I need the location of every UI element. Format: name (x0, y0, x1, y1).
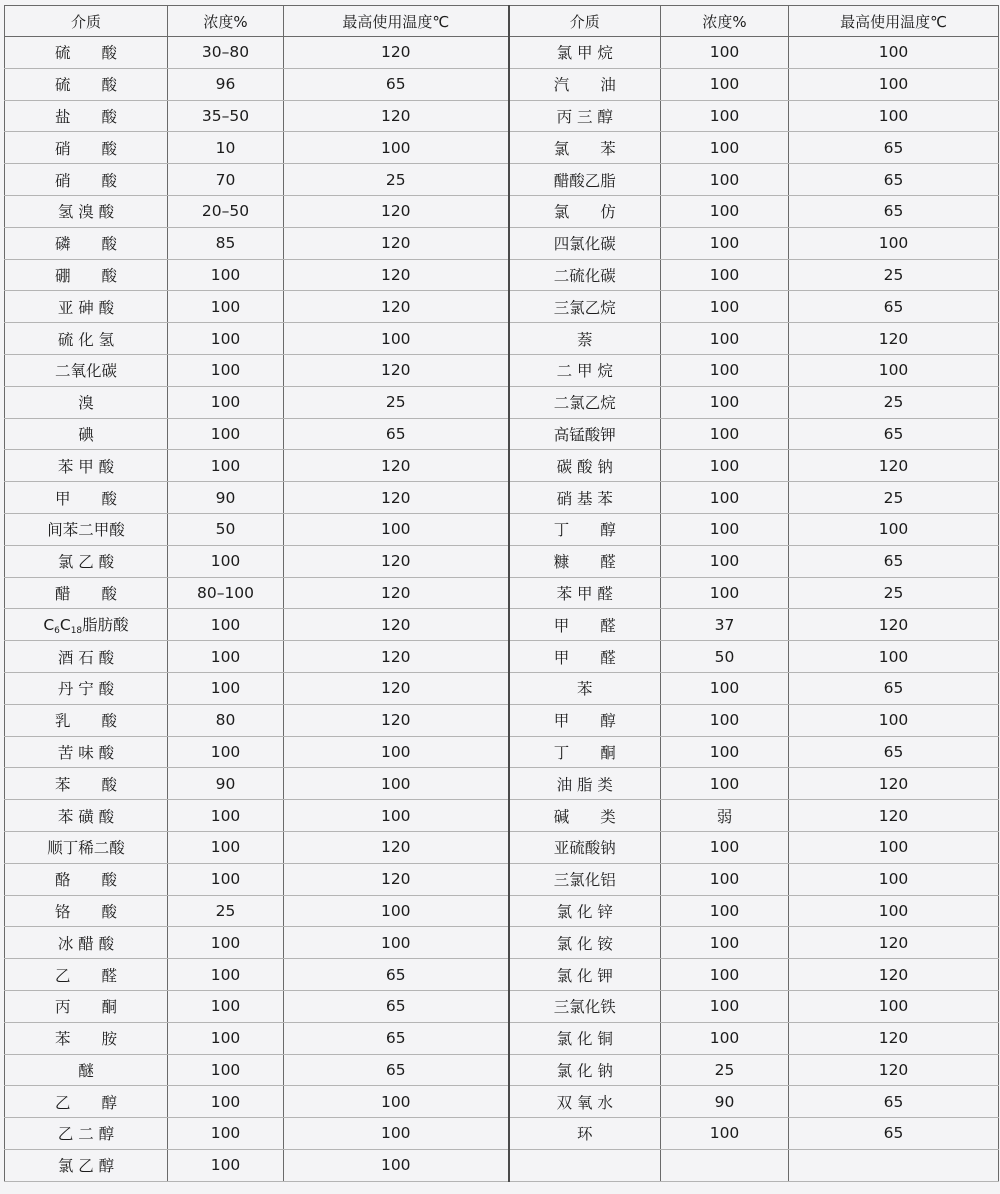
cell-concentration-left: 100 (168, 609, 284, 641)
cell-concentration-right: 100 (661, 450, 789, 482)
cell-medium-left: 硫 化 氢 (5, 323, 168, 355)
cell-medium-right (509, 1149, 661, 1181)
cell-concentration-left: 100 (168, 1118, 284, 1150)
cell-max-temp-left: 100 (284, 132, 509, 164)
cell-medium-right: 氯 甲 烷 (509, 37, 661, 69)
cell-concentration-right: 100 (661, 132, 789, 164)
cell-max-temp-right: 65 (789, 132, 999, 164)
cell-concentration-left: 100 (168, 418, 284, 450)
cell-medium-left: 间苯二甲酸 (5, 513, 168, 545)
cell-max-temp-left: 65 (284, 990, 509, 1022)
cell-max-temp-left: 65 (284, 1022, 509, 1054)
cell-max-temp-right (789, 1149, 999, 1181)
table-row (5, 800, 999, 832)
table-row (5, 1118, 999, 1150)
cell-medium-left: 苦 味 酸 (5, 736, 168, 768)
cell-medium-left: 铬 酸 (5, 895, 168, 927)
cell-medium-left: 硝 酸 (5, 132, 168, 164)
table-row (5, 37, 999, 69)
cell-medium-left: 亚 砷 酸 (5, 291, 168, 323)
cell-concentration-left: 35–50 (168, 100, 284, 132)
cell-concentration-right (661, 1149, 789, 1181)
header-concentration-left: 浓度% (168, 6, 284, 37)
cell-concentration-left: 100 (168, 831, 284, 863)
cell-medium-right: 油 脂 类 (509, 768, 661, 800)
cell-max-temp-left: 120 (284, 577, 509, 609)
header-medium-right: 介质 (509, 6, 661, 37)
table-row (5, 450, 999, 482)
cell-medium-right: 氯 仿 (509, 195, 661, 227)
cell-max-temp-left: 100 (284, 895, 509, 927)
cell-medium-right: 苯 甲 醛 (509, 577, 661, 609)
cell-concentration-left: 100 (168, 354, 284, 386)
cell-medium-right: 丙 三 醇 (509, 100, 661, 132)
cell-concentration-right: 100 (661, 37, 789, 69)
cell-concentration-left: 90 (168, 768, 284, 800)
cell-max-temp-left: 120 (284, 195, 509, 227)
cell-max-temp-right: 25 (789, 386, 999, 418)
cell-max-temp-left: 120 (284, 259, 509, 291)
cell-max-temp-right: 100 (789, 354, 999, 386)
cell-max-temp-right: 100 (789, 831, 999, 863)
cell-concentration-left: 100 (168, 672, 284, 704)
cell-medium-left: 硝 酸 (5, 164, 168, 196)
cell-medium-right: 丁 酮 (509, 736, 661, 768)
cell-medium-right: 糠 醛 (509, 545, 661, 577)
cell-concentration-right: 100 (661, 1118, 789, 1150)
cell-max-temp-right: 120 (789, 959, 999, 991)
cell-medium-right: 氯 化 铵 (509, 927, 661, 959)
cell-concentration-left: 100 (168, 736, 284, 768)
cell-max-temp-left: 100 (284, 768, 509, 800)
cell-concentration-left: 100 (168, 1022, 284, 1054)
cell-concentration-left: 25 (168, 895, 284, 927)
cell-concentration-left: 100 (168, 927, 284, 959)
chemical-resistance-table (4, 5, 999, 1182)
table-row (5, 1054, 999, 1086)
cell-medium-right: 高锰酸钾 (509, 418, 661, 450)
cell-concentration-left: 50 (168, 513, 284, 545)
cell-concentration-right: 100 (661, 704, 789, 736)
cell-max-temp-left: 120 (284, 100, 509, 132)
cell-medium-left: 氯 乙 醇 (5, 1149, 168, 1181)
table-row (5, 482, 999, 514)
cell-max-temp-right: 100 (789, 513, 999, 545)
cell-concentration-left: 20–50 (168, 195, 284, 227)
cell-concentration-right: 100 (661, 386, 789, 418)
cell-max-temp-left: 120 (284, 291, 509, 323)
cell-medium-right: 三氯化铝 (509, 863, 661, 895)
cell-medium-right: 汽 油 (509, 68, 661, 100)
cell-concentration-right: 100 (661, 545, 789, 577)
table-row (5, 323, 999, 355)
cell-concentration-right: 100 (661, 895, 789, 927)
cell-medium-left: 乙 醇 (5, 1086, 168, 1118)
cell-max-temp-right: 120 (789, 927, 999, 959)
cell-concentration-left: 100 (168, 863, 284, 895)
table-row (5, 545, 999, 577)
table-row (5, 1086, 999, 1118)
cell-medium-right: 甲 醇 (509, 704, 661, 736)
cell-medium-right: 苯 (509, 672, 661, 704)
table-row (5, 354, 999, 386)
cell-concentration-left: 80–100 (168, 577, 284, 609)
cell-concentration-left: 100 (168, 1086, 284, 1118)
cell-max-temp-right: 120 (789, 323, 999, 355)
table-header-row (5, 6, 999, 37)
cell-medium-left: 溴 (5, 386, 168, 418)
cell-medium-right: 碳 酸 钠 (509, 450, 661, 482)
cell-medium-right: 双 氧 水 (509, 1086, 661, 1118)
cell-medium-right: 碱 类 (509, 800, 661, 832)
cell-medium-right: 氯 化 锌 (509, 895, 661, 927)
cell-max-temp-left: 120 (284, 863, 509, 895)
cell-max-temp-left: 25 (284, 164, 509, 196)
cell-medium-left: 硫 酸 (5, 68, 168, 100)
table-row (5, 195, 999, 227)
table-row (5, 672, 999, 704)
cell-max-temp-right: 100 (789, 704, 999, 736)
cell-max-temp-right: 100 (789, 227, 999, 259)
cell-concentration-left: 85 (168, 227, 284, 259)
header-medium-left: 介质 (5, 6, 168, 37)
cell-max-temp-right: 100 (789, 37, 999, 69)
cell-max-temp-left: 100 (284, 513, 509, 545)
cell-max-temp-left: 65 (284, 959, 509, 991)
cell-medium-left: 乙 二 醇 (5, 1118, 168, 1150)
cell-concentration-right: 100 (661, 259, 789, 291)
cell-concentration-left: 100 (168, 323, 284, 355)
cell-medium-left: 苯 酸 (5, 768, 168, 800)
cell-max-temp-left: 100 (284, 1149, 509, 1181)
cell-max-temp-right: 100 (789, 68, 999, 100)
cell-medium-right: 亚硫酸钠 (509, 831, 661, 863)
cell-max-temp-left: 120 (284, 482, 509, 514)
table-row (5, 704, 999, 736)
cell-medium-right: 二 甲 烷 (509, 354, 661, 386)
cell-concentration-left: 100 (168, 800, 284, 832)
cell-concentration-right: 100 (661, 164, 789, 196)
cell-max-temp-right: 65 (789, 164, 999, 196)
cell-concentration-left: 100 (168, 386, 284, 418)
cell-medium-right: 甲 醛 (509, 641, 661, 673)
cell-max-temp-right: 25 (789, 259, 999, 291)
cell-concentration-left: 100 (168, 641, 284, 673)
cell-concentration-right: 25 (661, 1054, 789, 1086)
table-row (5, 609, 999, 641)
cell-medium-left: 苯 胺 (5, 1022, 168, 1054)
cell-max-temp-right: 120 (789, 768, 999, 800)
cell-concentration-right: 100 (661, 354, 789, 386)
cell-medium-left: 磷 酸 (5, 227, 168, 259)
cell-concentration-right: 100 (661, 577, 789, 609)
table-row (5, 736, 999, 768)
cell-max-temp-right: 25 (789, 577, 999, 609)
cell-medium-left: 硼 酸 (5, 259, 168, 291)
cell-max-temp-left: 120 (284, 450, 509, 482)
cell-max-temp-right: 65 (789, 672, 999, 704)
cell-medium-left: 丙 酮 (5, 990, 168, 1022)
cell-concentration-right: 100 (661, 418, 789, 450)
cell-medium-left: 盐 酸 (5, 100, 168, 132)
cell-max-temp-right: 25 (789, 482, 999, 514)
cell-concentration-right: 100 (661, 68, 789, 100)
cell-concentration-left: 90 (168, 482, 284, 514)
header-max-temp-right: 最高使用温度℃ (789, 6, 999, 37)
table-row (5, 641, 999, 673)
cell-medium-left: 酒 石 酸 (5, 641, 168, 673)
cell-medium-left: 乳 酸 (5, 704, 168, 736)
cell-medium-left: 乙 醛 (5, 959, 168, 991)
cell-concentration-right: 100 (661, 100, 789, 132)
cell-max-temp-right: 65 (789, 1086, 999, 1118)
cell-max-temp-left: 120 (284, 227, 509, 259)
cell-max-temp-right: 120 (789, 800, 999, 832)
cell-medium-left: 二氧化碳 (5, 354, 168, 386)
cell-max-temp-left: 25 (284, 386, 509, 418)
cell-max-temp-right: 120 (789, 450, 999, 482)
cell-concentration-right: 37 (661, 609, 789, 641)
cell-concentration-right: 90 (661, 1086, 789, 1118)
table-row (5, 227, 999, 259)
table-row (5, 577, 999, 609)
cell-concentration-right: 100 (661, 990, 789, 1022)
cell-medium-right: 四氯化碳 (509, 227, 661, 259)
table-row (5, 863, 999, 895)
cell-max-temp-right: 120 (789, 1054, 999, 1086)
cell-concentration-right: 100 (661, 831, 789, 863)
cell-concentration-right: 100 (661, 291, 789, 323)
cell-concentration-left: 10 (168, 132, 284, 164)
cell-concentration-right: 100 (661, 959, 789, 991)
cell-medium-left: 苯 甲 酸 (5, 450, 168, 482)
cell-concentration-right: 100 (661, 736, 789, 768)
table-row (5, 990, 999, 1022)
table-row (5, 164, 999, 196)
table-row (5, 68, 999, 100)
cell-medium-right: 氯 化 钠 (509, 1054, 661, 1086)
cell-max-temp-right: 65 (789, 545, 999, 577)
table-row (5, 132, 999, 164)
cell-max-temp-right: 100 (789, 641, 999, 673)
cell-max-temp-left: 100 (284, 323, 509, 355)
cell-medium-left: 甲 酸 (5, 482, 168, 514)
cell-max-temp-left: 100 (284, 1118, 509, 1150)
cell-concentration-left: 100 (168, 959, 284, 991)
cell-medium-left: 醋 酸 (5, 577, 168, 609)
table-row (5, 768, 999, 800)
table-row (5, 291, 999, 323)
cell-max-temp-left: 65 (284, 1054, 509, 1086)
cell-concentration-left: 100 (168, 450, 284, 482)
cell-max-temp-right: 65 (789, 291, 999, 323)
cell-max-temp-left: 120 (284, 37, 509, 69)
table-row (5, 959, 999, 991)
cell-max-temp-left: 100 (284, 1086, 509, 1118)
cell-medium-left: 碘 (5, 418, 168, 450)
cell-medium-right: 二氯乙烷 (509, 386, 661, 418)
cell-concentration-left: 100 (168, 291, 284, 323)
cell-medium-left: 酪 酸 (5, 863, 168, 895)
resistance-table-sheet (4, 5, 998, 1187)
table-row (5, 1022, 999, 1054)
cell-medium-left: 硫 酸 (5, 37, 168, 69)
table-row (5, 927, 999, 959)
cell-medium-right: 甲 醛 (509, 609, 661, 641)
cell-concentration-left: 70 (168, 164, 284, 196)
cell-max-temp-left: 120 (284, 704, 509, 736)
cell-max-temp-right: 100 (789, 863, 999, 895)
cell-medium-left: 冰 醋 酸 (5, 927, 168, 959)
cell-max-temp-right: 100 (789, 895, 999, 927)
cell-max-temp-left: 120 (284, 641, 509, 673)
cell-medium-left: 丹 宁 酸 (5, 672, 168, 704)
cell-max-temp-right: 100 (789, 990, 999, 1022)
cell-concentration-left: 100 (168, 990, 284, 1022)
cell-concentration-left: 100 (168, 1054, 284, 1086)
cell-concentration-right: 弱 (661, 800, 789, 832)
cell-medium-right: 硝 基 苯 (509, 482, 661, 514)
cell-medium-left: 氯 乙 酸 (5, 545, 168, 577)
cell-max-temp-left: 100 (284, 927, 509, 959)
cell-concentration-left: 96 (168, 68, 284, 100)
cell-max-temp-right: 65 (789, 418, 999, 450)
cell-max-temp-left: 120 (284, 672, 509, 704)
table-row (5, 831, 999, 863)
cell-max-temp-right: 120 (789, 1022, 999, 1054)
cell-medium-left: 醚 (5, 1054, 168, 1086)
cell-medium-right: 丁 醇 (509, 513, 661, 545)
cell-max-temp-left: 65 (284, 418, 509, 450)
cell-medium-left: 苯 磺 酸 (5, 800, 168, 832)
table-row (5, 418, 999, 450)
cell-max-temp-left: 100 (284, 736, 509, 768)
cell-concentration-left: 100 (168, 545, 284, 577)
cell-medium-right: 三氯乙烷 (509, 291, 661, 323)
table-body (5, 37, 999, 1182)
cell-medium-right: 醋酸乙脂 (509, 164, 661, 196)
cell-concentration-right: 100 (661, 672, 789, 704)
cell-max-temp-left: 100 (284, 800, 509, 832)
cell-max-temp-right: 65 (789, 1118, 999, 1150)
cell-medium-left: $C_6C_{18}$脂肪酸 (5, 609, 168, 641)
cell-max-temp-right: 65 (789, 736, 999, 768)
table-row (5, 259, 999, 291)
cell-max-temp-left: 120 (284, 354, 509, 386)
cell-max-temp-right: 100 (789, 100, 999, 132)
cell-concentration-right: 100 (661, 195, 789, 227)
cell-medium-right: 环 (509, 1118, 661, 1150)
cell-concentration-right: 100 (661, 513, 789, 545)
cell-concentration-left: 100 (168, 259, 284, 291)
table-row (5, 100, 999, 132)
cell-concentration-left: 80 (168, 704, 284, 736)
cell-concentration-right: 100 (661, 227, 789, 259)
cell-concentration-left: 30–80 (168, 37, 284, 69)
cell-max-temp-left: 120 (284, 831, 509, 863)
cell-concentration-right: 100 (661, 768, 789, 800)
cell-medium-right: 氯 苯 (509, 132, 661, 164)
cell-max-temp-left: 120 (284, 609, 509, 641)
cell-concentration-right: 100 (661, 482, 789, 514)
cell-concentration-left: 100 (168, 1149, 284, 1181)
cell-medium-left: 顺丁稀二酸 (5, 831, 168, 863)
cell-max-temp-right: 120 (789, 609, 999, 641)
cell-medium-right: 氯 化 钾 (509, 959, 661, 991)
table-row (5, 386, 999, 418)
cell-concentration-right: 100 (661, 1022, 789, 1054)
cell-medium-left: 氢 溴 酸 (5, 195, 168, 227)
header-concentration-right: 浓度% (661, 6, 789, 37)
table-row (5, 1149, 999, 1181)
cell-max-temp-left: 65 (284, 68, 509, 100)
cell-concentration-right: 100 (661, 323, 789, 355)
cell-medium-right: 三氯化铁 (509, 990, 661, 1022)
cell-concentration-right: 100 (661, 927, 789, 959)
table-row (5, 895, 999, 927)
cell-medium-right: 二硫化碳 (509, 259, 661, 291)
cell-max-temp-right: 65 (789, 195, 999, 227)
cell-medium-right: 氯 化 铜 (509, 1022, 661, 1054)
cell-concentration-right: 50 (661, 641, 789, 673)
cell-max-temp-left: 120 (284, 545, 509, 577)
table-row (5, 513, 999, 545)
cell-medium-right: 萘 (509, 323, 661, 355)
cell-concentration-right: 100 (661, 863, 789, 895)
header-max-temp-left: 最高使用温度℃ (284, 6, 509, 37)
